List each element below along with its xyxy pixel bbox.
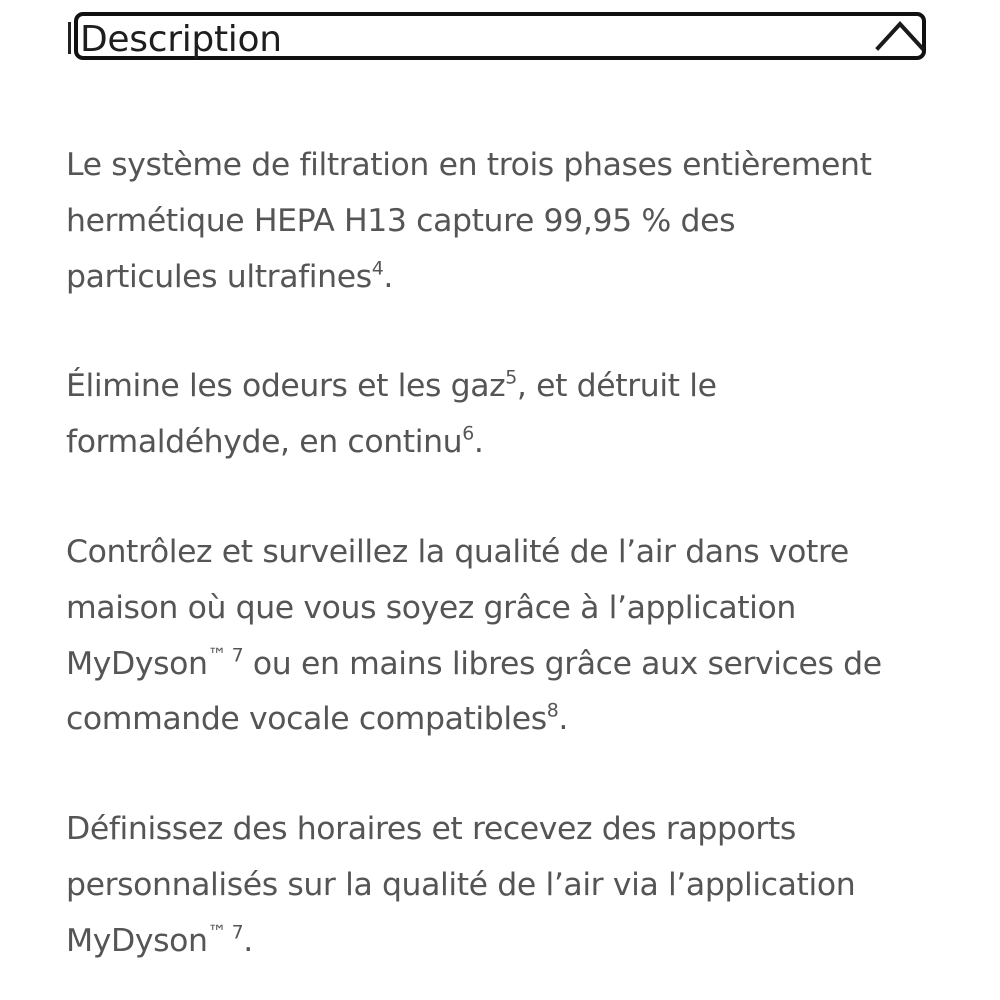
- text-segment: ou en mains libres grâce aux services de: [243, 645, 882, 682]
- text-segment: hermétique HEPA H13 capture 99,95 % des: [66, 202, 736, 239]
- footnote-reference: 8: [546, 700, 559, 723]
- text-segment: MyDyson: [66, 922, 208, 959]
- description-accordion-header[interactable]: [74, 12, 926, 60]
- text-segment: Le système de filtration en trois phases entièrement: [66, 147, 872, 183]
- paragraph-line: [66, 194, 946, 250]
- description-paragraph: [66, 359, 946, 471]
- text-segment: personnalisés sur la qualité de l’air via l’application: [66, 866, 856, 903]
- description-paragraph: [66, 138, 946, 305]
- paragraph-line: [66, 802, 946, 858]
- chevron-up-icon[interactable]: [870, 14, 930, 54]
- footnote-reference: 5: [505, 367, 517, 390]
- description-paragraph: [66, 802, 946, 969]
- paragraph-line: [66, 415, 946, 471]
- accordion-title: Description: [80, 19, 282, 60]
- description-body: [66, 138, 946, 970]
- paragraph-line: [66, 692, 946, 748]
- paragraph-line: [66, 359, 946, 415]
- text-segment: particules ultrafines: [66, 258, 372, 295]
- text-segment: maison où que vous soyez grâce à l’application: [66, 589, 796, 626]
- text-segment: , et détruit le: [516, 368, 717, 405]
- paragraph-line: [66, 525, 946, 581]
- paragraph-line: [66, 858, 946, 914]
- description-paragraph: [66, 525, 946, 748]
- text-segment: .: [473, 424, 484, 461]
- text-segment: commande vocale compatibles: [66, 701, 547, 738]
- paragraph-line: [66, 138, 946, 194]
- paragraph-line: [66, 581, 946, 637]
- footnote-reference: ™ 7: [207, 921, 244, 944]
- paragraph-line: [66, 250, 946, 306]
- text-segment: Définissez des horaires et recevez des rapports: [66, 811, 796, 848]
- text-caret: [68, 22, 71, 54]
- text-segment: Élimine les odeurs et les gaz: [66, 368, 506, 405]
- text-segment: Contrôlez et surveillez la qualité de l’air dans votre: [66, 533, 849, 570]
- paragraph-line: [66, 637, 946, 693]
- text-segment: formaldéhyde, en continu: [66, 424, 463, 461]
- text-segment: MyDyson: [66, 645, 208, 682]
- paragraph-line: [66, 914, 946, 970]
- footnote-reference: ™ 7: [207, 644, 244, 667]
- text-segment: .: [243, 922, 253, 959]
- text-segment: .: [383, 258, 393, 295]
- footnote-reference: 4: [371, 257, 384, 280]
- footnote-reference: 6: [462, 422, 474, 445]
- text-segment: .: [558, 701, 568, 738]
